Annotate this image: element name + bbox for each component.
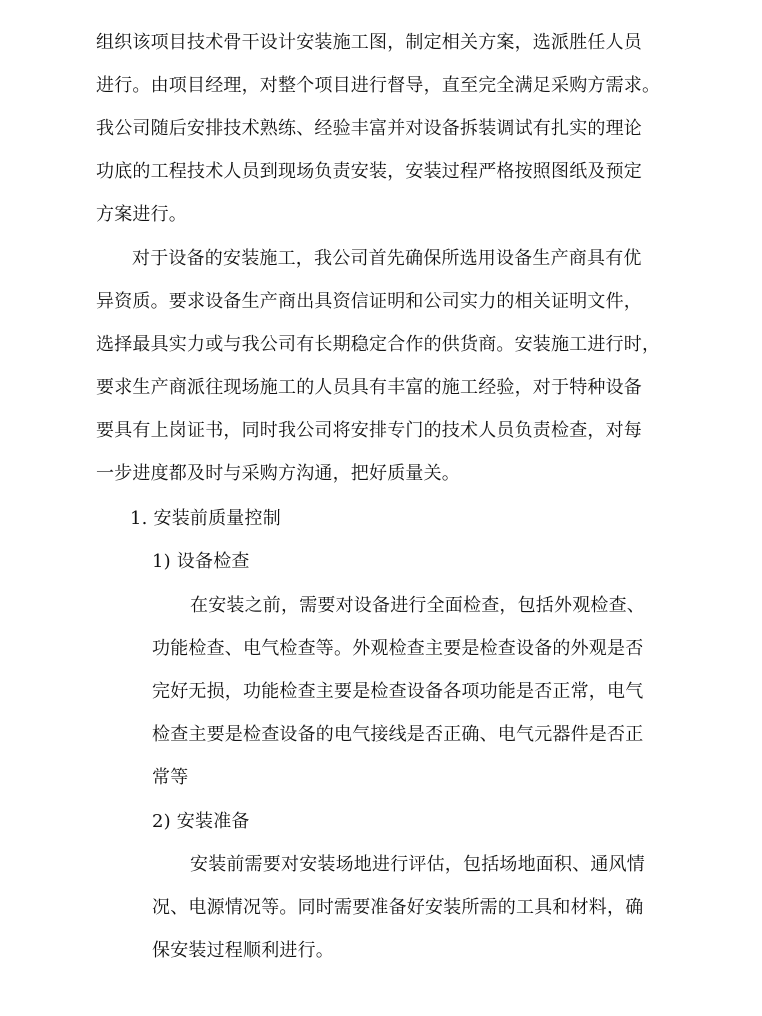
subsection-1-line-3: 完好无损，功能检查主要是检查设备各项功能是否正常，电气 bbox=[152, 681, 644, 702]
paragraph-2-line-2: 异资质。要求设备生产商出具资信证明和公司实力的相关证明文件， bbox=[96, 291, 642, 312]
paragraph-2-line-6: 一步进度都及时与采购方沟通，把好质量关。 bbox=[96, 463, 460, 484]
paragraph-1-line-1: 组织该项目技术骨干设计安装施工图，制定相关方案，选派胜任人员 bbox=[96, 32, 642, 53]
paragraph-2-line-1: 对于设备的安装施工，我公司首先确保所选用设备生产商具有优 bbox=[132, 248, 642, 269]
paragraph-2-line-5: 要具有上岗证书，同时我公司将安排专门的技术人员负责检查，对每 bbox=[96, 420, 642, 441]
paragraph-2-line-4: 要求生产商派往现场施工的人员具有丰富的施工经验，对于特种设备 bbox=[96, 377, 642, 398]
paragraph-1-line-4: 功底的工程技术人员到现场负责安装，安装过程严格按照图纸及预定 bbox=[96, 161, 642, 182]
subsection-2-heading: 2) 安装准备 bbox=[152, 811, 250, 832]
paragraph-1-line-2: 进行。由项目经理，对整个项目进行督导，直至完全满足采购方需求。 bbox=[96, 75, 661, 96]
subsection-1-line-1: 在安装之前，需要对设备进行全面检查，包括外观检查、 bbox=[190, 595, 645, 616]
section-1-heading: 1. 安装前质量控制 bbox=[130, 508, 281, 529]
subsection-2-line-3: 保安装过程顺利进行。 bbox=[152, 940, 334, 961]
subsection-1-line-5: 常等 bbox=[152, 767, 189, 788]
paragraph-2-line-3: 选择最具实力或与我公司有长期稳定合作的供货商。安装施工进行时， bbox=[96, 334, 661, 355]
subsection-1-line-2: 功能检查、电气检查等。外观检查主要是检查设备的外观是否 bbox=[152, 638, 644, 659]
paragraph-1-line-5: 方案进行。 bbox=[96, 204, 187, 225]
paragraph-1-line-3: 我公司随后安排技术熟练、经验丰富并对设备拆装调试有扎实的理论 bbox=[96, 118, 642, 139]
subsection-2-line-2: 况、电源情况等。同时需要准备好安装所需的工具和材料，确 bbox=[152, 897, 644, 918]
subsection-1-line-4: 检查主要是检查设备的电气接线是否正确、电气元器件是否正 bbox=[152, 724, 644, 745]
subsection-2-line-1: 安装前需要对安装场地进行评估，包括场地面积、通风情 bbox=[190, 854, 645, 875]
subsection-1-heading: 1) 设备检查 bbox=[152, 551, 250, 572]
